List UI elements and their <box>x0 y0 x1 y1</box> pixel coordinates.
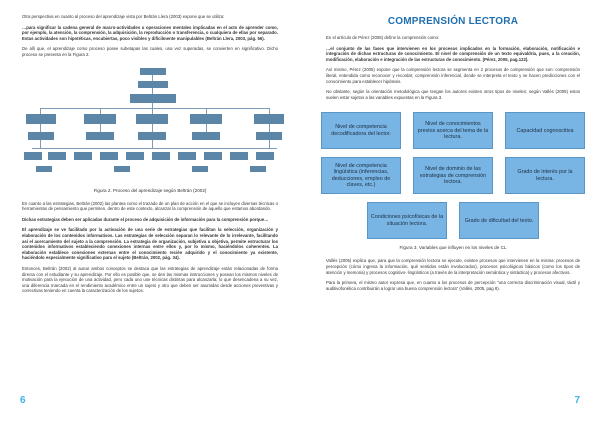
paragraph: Dichas estrategias deben ser aplicadas durante el proceso de adquisición de información para la comprensión porque… <box>22 216 269 222</box>
paragraph: En el artículo de Pérez (2005) define la comprensión como: <box>326 35 440 40</box>
paragraph: En cuanto a las estrategias, Beltrán (2002) las plantea como el trazado de un plan de acción en el que se incluyen diversas técnicas o herramientas de pensamiento que permiten, dentro de este contexto, alcanzar la comprensión de aquello que estamos abordando. <box>22 200 278 212</box>
page-number: 6 <box>20 395 26 406</box>
variables-diagram <box>326 112 580 239</box>
diagram-node <box>254 114 284 124</box>
diagram-node <box>250 166 266 172</box>
section-title: COMPRENSIÓN LECTORA <box>387 16 519 27</box>
variable-box: Condiciones psicofísicas de la situación lectora. <box>367 202 447 239</box>
diagram-node <box>136 114 168 124</box>
variable-box: Grado de interés por la lectura. <box>505 157 585 194</box>
diagram-node <box>192 132 220 140</box>
diagram-node <box>48 152 66 160</box>
diagram-node <box>256 152 274 160</box>
variable-box: Capacidad cognoscitiva <box>505 112 585 149</box>
diagram-node <box>100 152 118 160</box>
diagram-node <box>126 152 144 160</box>
paragraph: No obstante, según la orientación metodológica que tengan los autores existen otros tipos de niveles; según Vallés (2005) estos suelen estar sujetos a las variables expuestas en la Figura 3. <box>326 89 580 100</box>
variable-box: Nivel de competencia lingüística (inferencias, deducciones, empleo de claves, etc.) <box>321 157 401 194</box>
paragraph: De allí que, el aprendizaje como proceso posee subetapas las cuales, una vez superadas, se convierten en significativo. Dicho proceso se presenta en la Figura 2. <box>22 46 278 57</box>
variable-box: Nivel de dominio de las estrategias de comprensión lectora. <box>413 157 493 194</box>
paragraph: Así mismo, Pérez (2005) expone que la comprensión lectora se segmenta en 2 procesos de comprensión que son: comprensión literal, entendida como reconocer y recordar; comprensión inferencial, donde se interpreta el texto y se hacen predicciones con el conocimiento para establecer hipótesis. <box>326 67 580 84</box>
diagram-node <box>36 166 52 172</box>
learning-process-diagram <box>22 64 278 182</box>
diagram-node <box>138 81 168 88</box>
paragraph: Para la primera, el mismo autor expresa que, en cuanto a los procesos de percepción "una correcta discriminación visual, táctil y auditivofonética contribuirán a lograr una buena comprensión lectora" (Vallés, 2005, pag 8). <box>326 280 580 291</box>
diagram-node <box>204 152 222 160</box>
diagram-node <box>84 114 116 124</box>
diagram-node <box>86 132 114 140</box>
page-number: 7 <box>574 395 580 406</box>
variable-box: Nivel de competencia decodificadora del lector. <box>321 112 401 149</box>
variable-box: Grado de dificultad del texto. <box>459 202 539 239</box>
diagram-node <box>256 132 282 140</box>
diagram-node <box>74 152 92 160</box>
right-page <box>300 0 600 424</box>
diagram-node <box>230 152 248 160</box>
diagram-node <box>114 166 130 172</box>
diagram-node <box>152 152 170 160</box>
diagram-node <box>24 152 42 160</box>
figure-caption: Figura 2. Proceso del aprendizaje según Beltrán (2002) <box>93 187 207 193</box>
paragraph: Entonces, Beltrán (2002) al aunar ambos conceptos se destaca que las estrategias de aprendizaje están relacionadas de forma directa con el estudiante y su aprendizaje. Por ello es posible que, se den las mismas instrucciones y posean los mismos niveles de motivación para la ejecución de una actividad, pero cada uno use técnicas distintas para alcanzarla; lo que desencadena a su vez, una diferencia marcada en el rendimiento académico entre un sujeto y otro que deben ser asumidas desde acciones preventivas y correctivas teniendo en cuenta la caracterización de los sujetos. <box>22 265 278 294</box>
diagram-node <box>26 114 56 124</box>
diagram-node <box>178 152 196 160</box>
diagram-node <box>130 94 176 103</box>
paragraph: Otra perspectiva en cuanto al proceso del aprendizaje vista por Beltrán Llera (2003) expone que se utiliza: <box>22 14 225 19</box>
diagram-node <box>190 114 222 124</box>
figure-caption: Figura 3. Variables que influyen en los niveles de CL <box>399 245 507 251</box>
paragraph: Vallés (2005) explica que, para que la comprensión lectora se ejecute, existen procesos que intervienen en la misma: procesos de percepción (cómo ingresa la información, qué sentidos están involucrados), procesos psicológicos básicos (como los tipos de atención y memoria) y procesos cognitivo- lingüísticos (a través de la interpretación semántica y sintáctica) y procesos afectivos. <box>326 258 580 275</box>
diagram-node <box>140 68 166 75</box>
block-quote: …el conjunto de las fases que intervienen en los procesos implicados en la formación, elaboración, notificación e integración de dichas estructuras de conocimiento. El nivel de comprensión de un texto equivaldría, pues, a la creación, modificación, elaboración e integración de las estructuras de conocimiento. (Pérez, 2005, pag.122). <box>326 45 580 62</box>
diagram-node <box>138 132 166 140</box>
block-quote: El aprendizaje se ve facilitado por la activación de una serie de estrategias que facilitan la selección, organización y elaboración de los contenidos informativos. Las estrategias de selección separan lo relevante de lo irrelevante, facilitando así el acercamiento del sujeto a la comprensión. La estrategia de organización, subjetiva u objetiva, permite estructurar los contenidos informativos estableciendo conexiones internas entre ellos y, por lo mismo, haciéndolos coherentes. La elaboración establece conexiones externas entre el conocimiento recién adquirido y el conocimiento ya existente, haciéndolo especialmente significativo para el sujeto (Beltrán, 2002, pág. 34). <box>22 227 278 261</box>
diagram-node <box>28 132 54 140</box>
block-quote: …para significar la cadena general de macro-actividades u operaciones mentales implicadas en el acto de aprender como, por ejemplo, la atención, la comprensión, la adquisición, la reproducción o transferencia, o cualquiera de ellas por separado. Estas actividades son hipotéticas, encubiertas, poco visibles y difícilmente manipulables (Beltrán Llera, 2003, pág. 56). <box>22 24 278 41</box>
diagram-node <box>192 166 208 172</box>
variable-box: Nivel de conocimientos previos acerca del tema de la lectura. <box>413 112 493 149</box>
